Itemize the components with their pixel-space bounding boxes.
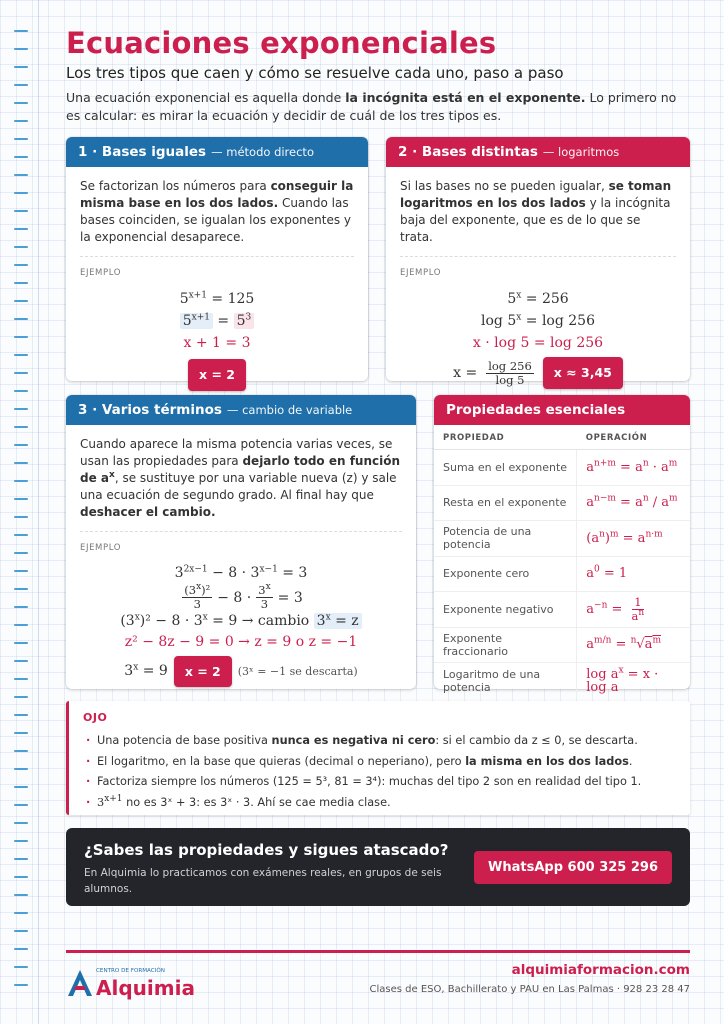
binding-mark [14, 444, 28, 446]
notebook-binding-marks [14, 30, 32, 1002]
binding-mark [14, 768, 28, 770]
whatsapp-button[interactable]: WhatsApp 600 325 296 [474, 851, 672, 884]
intro-paragraph: Una ecuación exponencial es aquella donde la incógnita está en el exponente. Lo primero no es calcular: es mirar la ecuación y decidir de cuál de los tres tipos es. [66, 90, 677, 123]
table-row: Suma en el exponente $a^{n+m} = a^n \cdot a^m$ [434, 450, 690, 486]
binding-mark [14, 372, 28, 374]
column-header-property: PROPIEDAD [434, 425, 577, 450]
binding-mark [14, 894, 28, 896]
page-title: Ecuaciones exponenciales [66, 26, 497, 60]
result-badge: x ≈ 3,45 [543, 357, 623, 389]
binding-mark [14, 30, 28, 32]
binding-mark [14, 516, 28, 518]
binding-mark [14, 390, 28, 392]
properties-table [434, 425, 690, 698]
column-header-operation: OPERACIÓN [577, 425, 690, 450]
binding-mark [14, 966, 28, 968]
table-row: Exponente fraccionario $a^{m/n} = ^n√a^m$ [434, 627, 690, 663]
warning-box [66, 701, 690, 815]
card-description: Si las bases no se pueden igualar, se toman logaritmos en los dos lados y la incógnita baja del exponente, que es de lo que se trata. [400, 179, 672, 244]
binding-mark [14, 840, 28, 842]
warning-title: OJO [83, 711, 108, 724]
binding-mark [14, 714, 28, 716]
card-description: Cuando aparece la misma potencia varias veces, se usan las propiedades para dejarlo todo en función de $a^x$, se sustituye por una variable nueva (z) y sale una ecuación de segundo grado. Al final hay que deshacer el cambio. [80, 437, 401, 519]
page-subtitle: Los tres tipos que caen y cómo se resuelve cada uno, paso a paso [66, 64, 564, 82]
binding-mark [14, 300, 28, 302]
footer-info: Clases de ESO, Bachillerato y PAU en Las Palmas · 928 23 28 47 [369, 984, 690, 995]
binding-mark [14, 588, 28, 590]
binding-mark [14, 480, 28, 482]
binding-mark [14, 876, 28, 878]
card-description: Se factorizan los números para conseguir la misma base en los dos lados. Cuando las bases coinciden, se igualan los exponentes y la exponencial desaparece. [80, 179, 354, 244]
binding-mark [14, 120, 28, 122]
properties-header: Propiedades esenciales [434, 395, 690, 425]
binding-mark [14, 750, 28, 752]
alquimia-logo [66, 964, 195, 1000]
binding-mark [14, 318, 28, 320]
notebook-margin-line [38, 0, 39, 1024]
binding-mark [14, 462, 28, 464]
cta-banner [66, 828, 690, 906]
example-equations: $5^{x+1} = 125$ $5^{x+1} = 5^3$ x + 1 = 3 x = 2 [80, 288, 354, 391]
binding-mark [14, 66, 28, 68]
footer-divider [66, 950, 690, 953]
binding-mark [14, 660, 28, 662]
binding-mark [14, 858, 28, 860]
binding-mark [14, 732, 28, 734]
table-row: Logaritmo de una potencia $\log a^x = x \cdot \log a$ [434, 663, 690, 699]
card-bases-distintas [386, 137, 690, 387]
list-item: · El logaritmo, en la base que quieras (decimal o neperiano), pero la misma en los dos lados. [83, 752, 676, 773]
binding-mark [14, 408, 28, 410]
card-header: 2 · Bases distintas — logaritmos [386, 137, 690, 167]
list-item: · Factoriza siempre los números (125 = 5³, 81 = 3⁴): muchas del tipo 2 son en realidad del tipo 1. [83, 772, 676, 793]
binding-mark [14, 354, 28, 356]
binding-mark [14, 948, 28, 950]
card-header: 1 · Bases iguales — método directo [66, 137, 368, 167]
binding-mark [14, 84, 28, 86]
table-row: Exponente cero $a^0 = 1$ [434, 556, 690, 592]
example-equations: $3^{2x-1} - 8 \cdot 3^{x-1} = 3$ $\frac{(3^x)^2}{3}$ − 8 · $\frac{3^x}{3}$ = 3 $(3^x)^2 - 8 \cdot 3^x = 9$ → cambio $3^x = z$ z² − 8z − 9 = 0 → z = 9 o z = −1 $3^x = 9$ x = 2 (3ˣ = −1 se descarta) [80, 563, 402, 687]
binding-mark [14, 642, 28, 644]
discard-note: (3ˣ = −1 se descarta) [237, 665, 358, 678]
example-equations: $5^x = 256$ $\log 5^x = \log 256$ x · log 5 = log 256 x = $\frac{\log 256}{\log 5}$ x ≈ 3,45 [400, 288, 676, 389]
binding-mark [14, 912, 28, 914]
binding-mark [14, 624, 28, 626]
binding-mark [14, 786, 28, 788]
binding-mark [14, 138, 28, 140]
table-row: Exponente negativo $a^{-n}$ = $\frac{1}{a^n}$ [434, 592, 690, 628]
binding-mark [14, 930, 28, 932]
binding-mark [14, 282, 28, 284]
binding-mark [14, 228, 28, 230]
cta-title: ¿Sabes las propiedades y sigues atascado? [84, 841, 449, 859]
binding-mark [14, 822, 28, 824]
table-row: Potencia de una potencia $(a^n)^m = a^{n\cdot m}$ [434, 521, 690, 557]
alquimia-logo-graphic [66, 964, 195, 1000]
result-badge: x = 2 [174, 656, 232, 687]
list-item: · Una potencia de base positiva nunca es negativa ni cero: si el cambio da z ≤ 0, se descarta. [83, 731, 676, 752]
binding-mark [14, 156, 28, 158]
binding-mark [14, 246, 28, 248]
binding-mark [14, 210, 28, 212]
binding-mark [14, 498, 28, 500]
cta-subtitle: En Alquimia lo practicamos con exámenes reales, en grupos de seis alumnos. [84, 867, 442, 895]
website-link[interactable]: alquimiaformacion.com [511, 962, 690, 978]
card-varios-terminos [66, 395, 416, 689]
binding-mark [14, 192, 28, 194]
properties-card [434, 395, 690, 695]
example-label: EJEMPLO [80, 531, 402, 557]
svg-text:CENTRO DE FORMACIÓN: CENTRO DE FORMACIÓN [96, 968, 165, 974]
binding-mark [14, 48, 28, 50]
result-badge: x = 2 [188, 359, 246, 391]
binding-mark [14, 804, 28, 806]
svg-text:Alquimia: Alquimia [96, 976, 195, 1000]
binding-mark [14, 606, 28, 608]
binding-mark [14, 264, 28, 266]
binding-mark [14, 102, 28, 104]
binding-mark [14, 984, 28, 986]
card-header: 3 · Varios términos — cambio de variable [66, 395, 416, 425]
table-row: Resta en el exponente $a^{n-m} = a^n / a^m$ [434, 485, 690, 521]
binding-mark [14, 552, 28, 554]
card-bases-iguales [66, 137, 368, 381]
example-label: EJEMPLO [80, 256, 354, 282]
binding-mark [14, 336, 28, 338]
example-label: EJEMPLO [400, 256, 676, 282]
binding-mark [14, 696, 28, 698]
binding-mark [14, 426, 28, 428]
binding-mark [14, 174, 28, 176]
binding-mark [14, 570, 28, 572]
binding-mark [14, 678, 28, 680]
list-item: · $3^{x+1}$ no es 3ˣ + 3: es 3ˣ · 3. Ahí se cae media clase. [83, 793, 676, 814]
binding-mark [14, 534, 28, 536]
